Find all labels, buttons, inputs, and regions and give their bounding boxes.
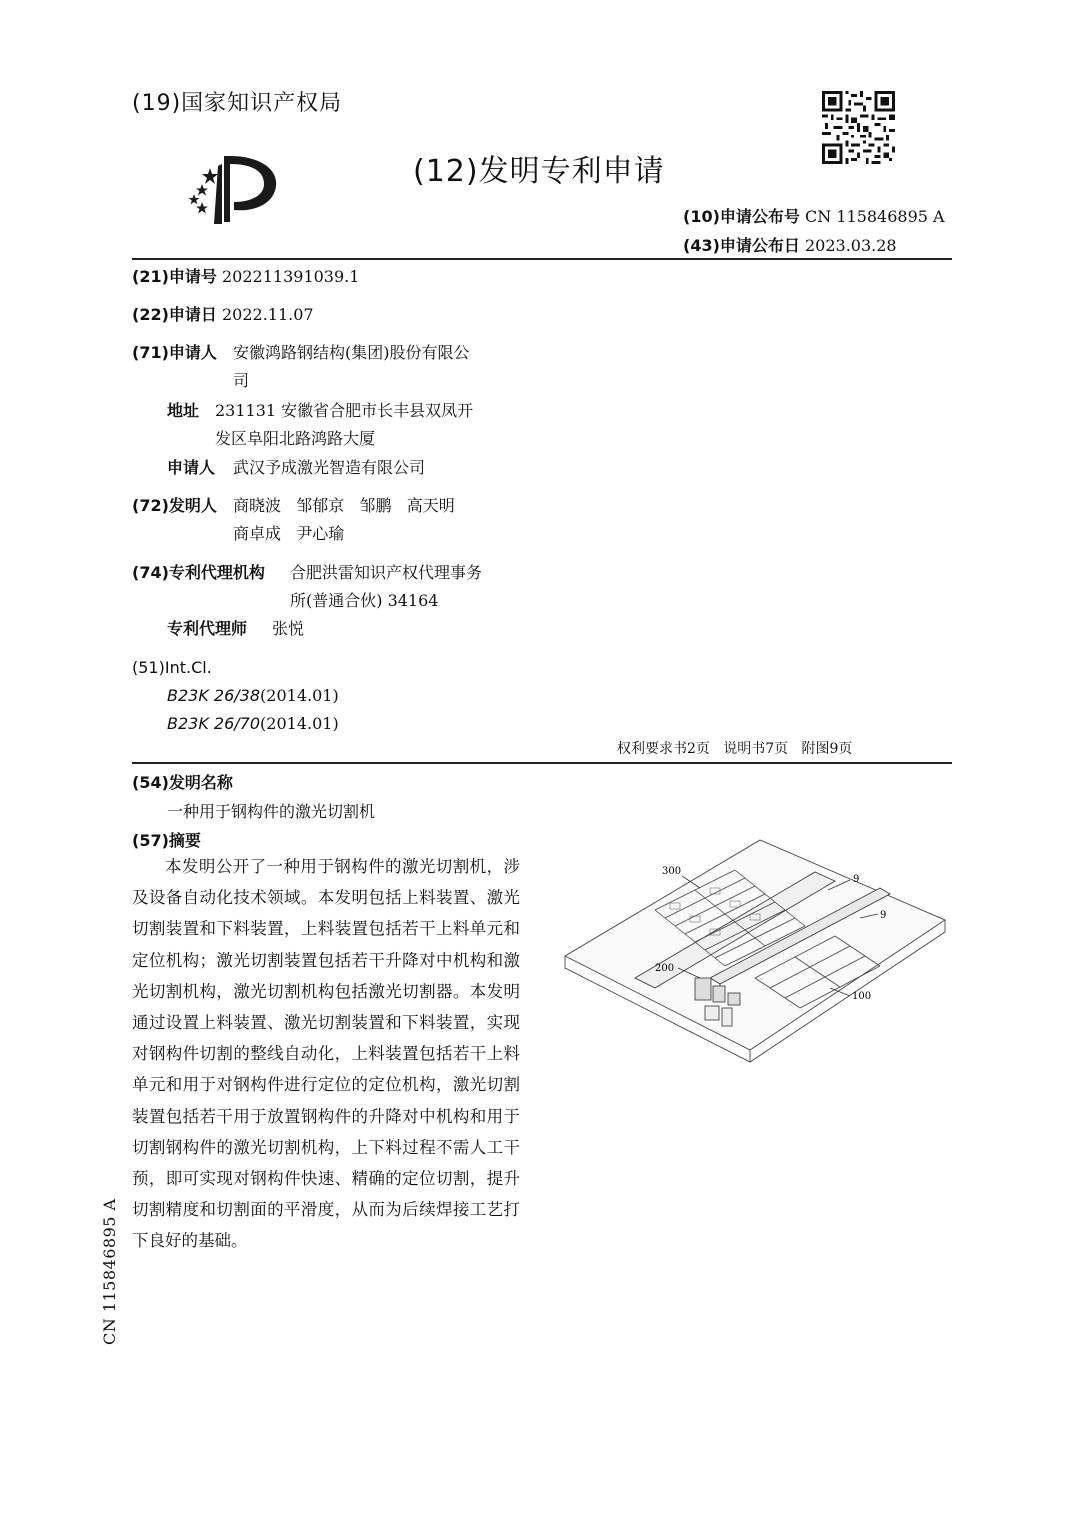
agent-value: 张悦 [272,619,305,638]
abstract-text: 本发明公开了一种用于钢构件的激光切割机，涉及设备自动化技术领域。本发明包括上料装置、激光切割装置和下料装置，上料装置包括若干上料单元和定位机构；激光切割装置包括若干升降对中机构和激光切割机构，激光切割机构包括激光切割器。本发明通过设置上料装置、激光切割装置和下料装置，实现对钢构件切割的整线自动化，上料装置包括若干上料单元和用于对钢构件进行定位的定位机构，激光切割装置包括若干用于放置钢构件的升降对中机构和用于切割钢构件的激光切割机构，上下料过程不需人工干预，即可实现对钢构件快速、精确的定位切割，提升切割精度和切割面的平滑度，从而为后续焊接工艺打下良好的基础。 [132,857,520,1251]
invention-title-label: (54)发明名称 [132,773,233,792]
address-label: 地址 [167,401,200,420]
figure-label-9b: 9 [880,910,887,921]
agency-line1: 合肥洪雷知识产权代理事务 [290,563,483,582]
publication-number [683,204,945,227]
qr-code [822,91,895,164]
application-number [132,262,359,291]
application-number-value: 202211391039.1 [222,267,360,286]
document-type-title: (12)发明专利申请 [413,154,665,189]
figure-label-9a: 9 [853,874,860,885]
ipc1-year: (2014.01) [260,686,339,705]
ipc-entry-1 [167,681,339,710]
inventors-line2: 商卓成 尹心瑜 [233,524,345,543]
applicant2-value: 武汉予成激光智造有限公司 [233,458,426,477]
application-date [132,300,314,329]
biblio-divider [132,762,952,764]
ipc1-code: B23K 26/38 [167,686,261,705]
ipc-label: (51)Int.Cl. [132,658,212,677]
cnipa-logo [180,150,280,228]
abstract-label: (57)摘要 [132,831,201,850]
invention-title: 一种用于钢构件的激光切割机 [167,802,376,821]
applicant1-label: (71)申请人 [132,343,217,362]
publication-date [683,233,897,256]
header-divider [132,258,952,260]
application-date-label: (22)申请日 [132,305,217,324]
address-line1: 231131 安徽省合肥市长丰县双凤开 [215,401,474,420]
inventors-line1: 商晓波 邹郁京 邹鹏 高天明 [233,496,455,515]
figure-label-200: 200 [655,963,675,974]
agent-label: 专利代理师 [167,619,248,638]
side-publication-code: CN 115846895 A [100,1198,119,1345]
ipc-entry-2 [167,709,339,738]
application-number-label: (21)申请号 [132,267,217,286]
page-count-info: 权利要求书2页 说明书7页 附图9页 [617,741,853,757]
ipc2-year: (2014.01) [260,714,339,733]
agency-label: (74)专利代理机构 [132,563,265,582]
ipc2-code: B23K 26/70 [167,714,261,733]
publication-number-value: CN 115846895 A [805,207,945,226]
figure-label-300: 300 [662,866,682,877]
publication-number-label: (10)申请公布号 [683,207,800,226]
office-name: (19)国家知识产权局 [132,91,343,116]
inventors-label: (72)发明人 [132,496,217,515]
applicant1-line1: 安徽鸿路钢结构(集团)股份有限公 [233,343,470,362]
applicant1-line2: 司 [233,371,250,390]
figure-label-100: 100 [852,991,872,1002]
publication-date-value: 2023.03.28 [805,236,897,255]
applicant2-label: 申请人 [167,458,216,477]
agency-line2: 所(普通合伙) 34164 [290,591,439,610]
address-line2: 发区阜阳北路鸿路大厦 [215,429,376,448]
abstract-figure [560,828,950,1066]
publication-date-label: (43)申请公布日 [683,236,800,255]
application-date-value: 2022.11.07 [222,305,314,324]
